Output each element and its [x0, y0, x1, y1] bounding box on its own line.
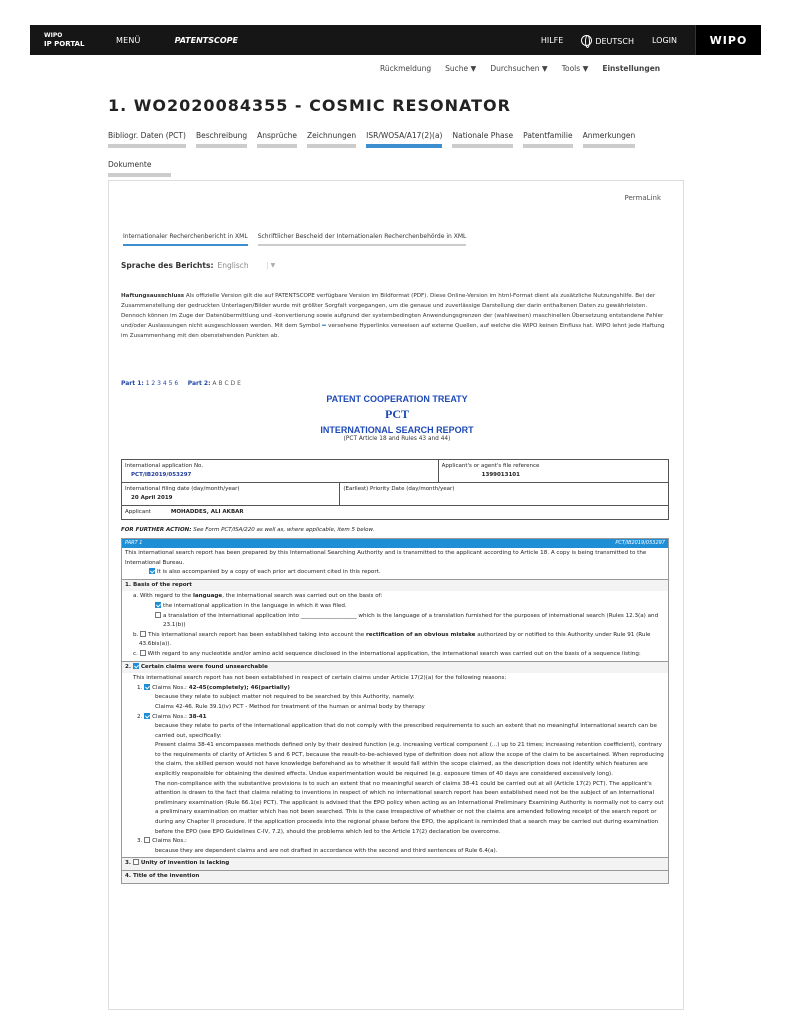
checkbox-icon [144, 684, 150, 690]
s1-b-label: b. [133, 631, 139, 638]
isr-title: INTERNATIONAL SEARCH REPORT [320, 425, 474, 435]
application-details-table [121, 459, 669, 520]
treaty-title: PATENT COOPERATION TREATY [326, 394, 468, 404]
further-action [121, 527, 374, 533]
s2-3-reason: because they are dependent claims and are not drafted in accordance with the second and third sentences of Rule 6.4(a). [155, 847, 498, 854]
s2-1-detail: Claims 42-46. Rule 39.1(iv) PCT - Method for treatment of the human or animal body by therapy [155, 703, 425, 710]
s2-2-claims-label: Claims Nos.: [152, 713, 187, 720]
language-selector[interactable] [581, 35, 634, 46]
checkbox-icon [149, 568, 155, 574]
wipo-ip-portal-logo[interactable] [30, 32, 104, 48]
tab-claims[interactable]: Ansprüche [257, 131, 297, 148]
report-language-label: Sprache des Berichts: [121, 261, 214, 270]
section-3 [122, 857, 668, 870]
disclaimer-text-2: versehene Hyperlinks verweisen auf externe Quellen, auf welche die WIPO keinen Einfluss hat. WIPO lehnt jede Haftung im Zusammenhang mit den obenstehenden Punkten ab. [121, 323, 665, 339]
feedback-link[interactable]: Rückmeldung [380, 64, 432, 73]
report-heading [109, 394, 685, 442]
checkbox-icon [155, 612, 161, 618]
ref-label: Applicant's or agent's file reference [441, 463, 540, 469]
applicant-value: MOHADDES, ALI AKBAR [170, 509, 244, 515]
part-1-bar [122, 539, 668, 548]
disclaimer-text: Als offizielle Version gilt die auf PATENTSCOPE verfügbare Version im Bildformat (PDF). Diese Online-Version im html-Format dient als zusätzliche Nutzungshilfe. Bei der Zusammenstellung der gedruckten Unterlagen/Bilder wurde mit größter Sorgfalt vorgegangen, um die genaue und zuverlässige Darstellung der darin enthaltenen Daten zu gewährleisten. Dennoch können im Zuge der Datenübermittlung und -konvertierung sowie aufgrund der systembedingten Anwendungsgrenzen der (wahlweisen) maschinellen Übersetzung entstandene Fehler und/oder Auslassungen nicht ausgeschlossen werden. Mit dem Symbol [121, 293, 664, 329]
tab-biblio[interactable]: Bibliogr. Daten (PCT) [108, 131, 186, 148]
s2-2-reason: because they relate to parts of the international application that do not comply with the prescribed requirements to such an extent that no meaningful international search can be carried out, specifically: [155, 723, 657, 739]
s1-b-bold: rectification of an obvious mistake [366, 631, 476, 638]
part-navigation [121, 380, 241, 387]
intro-text: This international search report has been prepared by this International Searching Authority and is transmitted to the applicant according to Article 18. A copy is being transmitted to the International Bureau. [125, 550, 647, 566]
tab-wosa-xml[interactable]: Schriftlicher Bescheid der Internationalen Recherchenbehörde in XML [258, 233, 467, 246]
part1-label: Part 1: [121, 380, 144, 387]
s2-2-label: 2. [137, 713, 143, 720]
accompanied-text: It is also accompanied by a copy of each prior art document cited in this report. [157, 569, 381, 576]
part-bar-right: PCT/IB2019/053297 [615, 539, 665, 546]
tab-documents[interactable]: Dokumente [108, 160, 171, 177]
isr-subtitle: (PCT Article 18 and Rules 43 and 44) [343, 436, 451, 442]
s2-intro: This international search report has not been established in respect of certain claims under Article 17(2)(a) for the following reasons: [133, 675, 507, 682]
permalink-link[interactable]: PermaLink [624, 194, 661, 202]
report-format-tabs [123, 233, 466, 246]
patentscope-link[interactable]: PATENTSCOPE [174, 35, 238, 45]
document-tabs [108, 131, 688, 177]
s2-3-label: 3. [137, 838, 143, 845]
further-action-text: See Form PCT/ISA/220 as well as, where applicable, item 5 below. [193, 527, 375, 533]
external-link-icon: ➦ [321, 323, 327, 329]
section-1-title: 1. Basis of the report [125, 581, 192, 588]
help-link[interactable]: HILFE [540, 35, 564, 45]
tab-patent-family[interactable]: Patentfamilie [523, 131, 572, 148]
section-1-body [122, 591, 668, 660]
checkbox-icon [133, 859, 139, 865]
s2-1-claim-numbers: 42-45(completely); 46(partially) [188, 684, 290, 691]
logo-line-1: WIPO [44, 32, 63, 39]
s1-a1-text: the international application in the language in which it was filed. [163, 602, 347, 609]
filing-date-label: International filing date (day/month/year) [125, 486, 240, 492]
checkbox-icon [155, 602, 161, 608]
section-1 [122, 579, 668, 592]
disclaimer [121, 291, 673, 341]
checkbox-icon [133, 663, 139, 669]
page-title: 1. WO2020084355 - COSMIC RESONATOR [108, 96, 511, 115]
app-no-value: PCT/IB2019/053297 [131, 472, 192, 478]
ref-value: 1399013101 [481, 472, 520, 478]
part2-links[interactable]: A B C D E [212, 380, 241, 387]
tab-description[interactable]: Beschreibung [196, 131, 247, 148]
further-action-label: FOR FURTHER ACTION: [121, 527, 192, 533]
section-4 [122, 870, 668, 883]
section-2-number: 2. [125, 663, 132, 670]
section-4-title: 4. Title of the invention [125, 873, 200, 879]
report-language-select[interactable]: Englisch [217, 261, 249, 270]
s1-a-bold: language [192, 593, 223, 600]
intro-section [122, 548, 668, 579]
priority-date-label: (Earliest) Priority Date (day/month/year) [343, 486, 455, 492]
disclaimer-label: Haftungsausschluss [121, 293, 185, 299]
checkbox-icon [144, 713, 150, 719]
tab-isr-xml[interactable]: Internationaler Recherchenbericht in XML [123, 233, 248, 246]
search-menu[interactable]: Suche ▼ [445, 64, 477, 73]
s2-1-claims-label: Claims Nos.: [152, 684, 187, 691]
app-no-label: International application No. [125, 463, 204, 469]
s2-1-reason: because they relate to subject matter not required to be searched by this Authority, namely: [155, 694, 415, 701]
dropdown-arrow-icon[interactable]: ▼ [267, 262, 276, 269]
section-2-body [122, 673, 668, 857]
s1-a-rest: , the international search was carried out on the basis of: [222, 593, 383, 600]
tab-notes[interactable]: Anmerkungen [583, 131, 636, 148]
s1-a2-text: a translation of the international application into ____________________ which is the language of a translation furnished for the purposes of international search (Rules 12.3(a) and 23.1(b)) [163, 612, 659, 629]
s2-2-detail: Present claims 38-41 encompasses methods defined only by their desired function (e.g. increasing vertical component (...) up to 21 times; increasing retention coefficient), contrary to the requirements of clarity of Articles 5 and 6 PCT, because the result-to-be-achieved type of definition does not allow the scope of the claim to be ascertained. When reproducing the claim, the skilled person would not have knowledge beforehand as to whether it would fall within the scope claimed, as the description does not identify which features are explicitly responsible for obtaining the desired effects. Undue experimentation would be required (e.g. exposure times of 40 days are considered excessively long). [155, 742, 664, 778]
s2-1-label: 1. [137, 684, 143, 691]
checkbox-icon [140, 650, 146, 656]
checkbox-icon [144, 837, 150, 843]
report-language [121, 261, 275, 270]
s2-2-claim-numbers: 38-41 [188, 713, 207, 720]
tab-isr[interactable]: ISR/WOSA/A17(2)(a) [366, 131, 442, 148]
globe-icon [581, 35, 592, 46]
section-2-title: Certain claims were found unsearchable [140, 663, 268, 670]
report-panel [108, 180, 684, 1010]
wipo-logo[interactable]: WIPO [695, 25, 761, 55]
sub-navigation [380, 64, 690, 73]
section-2 [122, 661, 668, 674]
applicant-label: Applicant [125, 509, 151, 515]
tab-national-phase[interactable]: Nationale Phase [452, 131, 513, 148]
section-3-number: 3. [125, 860, 132, 867]
menu-button[interactable]: MENÜ [116, 35, 141, 45]
s2-3-claims-label: Claims Nos.: [152, 838, 187, 845]
language-label: DEUTSCH [595, 36, 634, 46]
report-body [121, 538, 669, 884]
part1-links[interactable]: 1 2 3 4 5 6 [145, 380, 179, 387]
s1-b-rest: authorized by or notified to this Authority under Rule 91 (Rule 43.6bis(a)). [139, 631, 651, 648]
top-navbar [30, 25, 761, 55]
tab-drawings[interactable]: Zeichnungen [307, 131, 356, 148]
login-link[interactable]: LOGIN [651, 35, 677, 45]
tools-menu[interactable]: Tools ▼ [561, 64, 589, 73]
logo-line-2: IP PORTAL [44, 40, 85, 48]
s2-2-detail-2: The non-compliance with the substantive provisions is to such an extent that no meaningful search of claims 38-41 could be carried out at all (Article 17(2) PCT). The applicant's attention is drawn to the fact that claims relating to inventions in respect of which no international search report has been established need not be the subject of an international preliminary examination (Rule 66.1(e) PCT). The applicant is advised that the EPO policy when acting as an International Preliminary Examining Authority is normally not to carry out a preliminary examination on matter which has not been searched. This is the case irrespective of whether or not the claims are amended following receipt of the search report or during any Chapter II procedure. If the application proceeds into the regional phase before the EPO, the applicant is reminded that a search may be carried out during examination before the EPO (see EPO Guidelines C-IV, 7.2), should the problems which led to the Article 17(2) declaration be overcome. [155, 780, 664, 835]
settings-link[interactable] [602, 64, 660, 73]
section-3-title: Unity of invention is lacking [140, 860, 230, 867]
part-bar-left: PART 1 [125, 539, 143, 546]
checkbox-icon [140, 631, 146, 637]
part2-label: Part 2: [187, 380, 211, 387]
pct-title: PCT [385, 407, 409, 421]
browse-menu[interactable]: Durchsuchen ▼ [490, 64, 548, 73]
s1-c-text: With regard to any nucleotide and/or amino acid sequence disclosed in the international application, the international search was carried out on the basis of a sequence listing: [147, 650, 641, 657]
s1-c-label: c. [133, 650, 138, 657]
s1-b-text: This international search report has been established taking into account the [148, 631, 365, 638]
settings-label: Einstellungen [602, 64, 661, 73]
filing-date-value: 20 April 2019 [131, 495, 173, 501]
s1-a-text: a. With regard to the [133, 593, 192, 600]
